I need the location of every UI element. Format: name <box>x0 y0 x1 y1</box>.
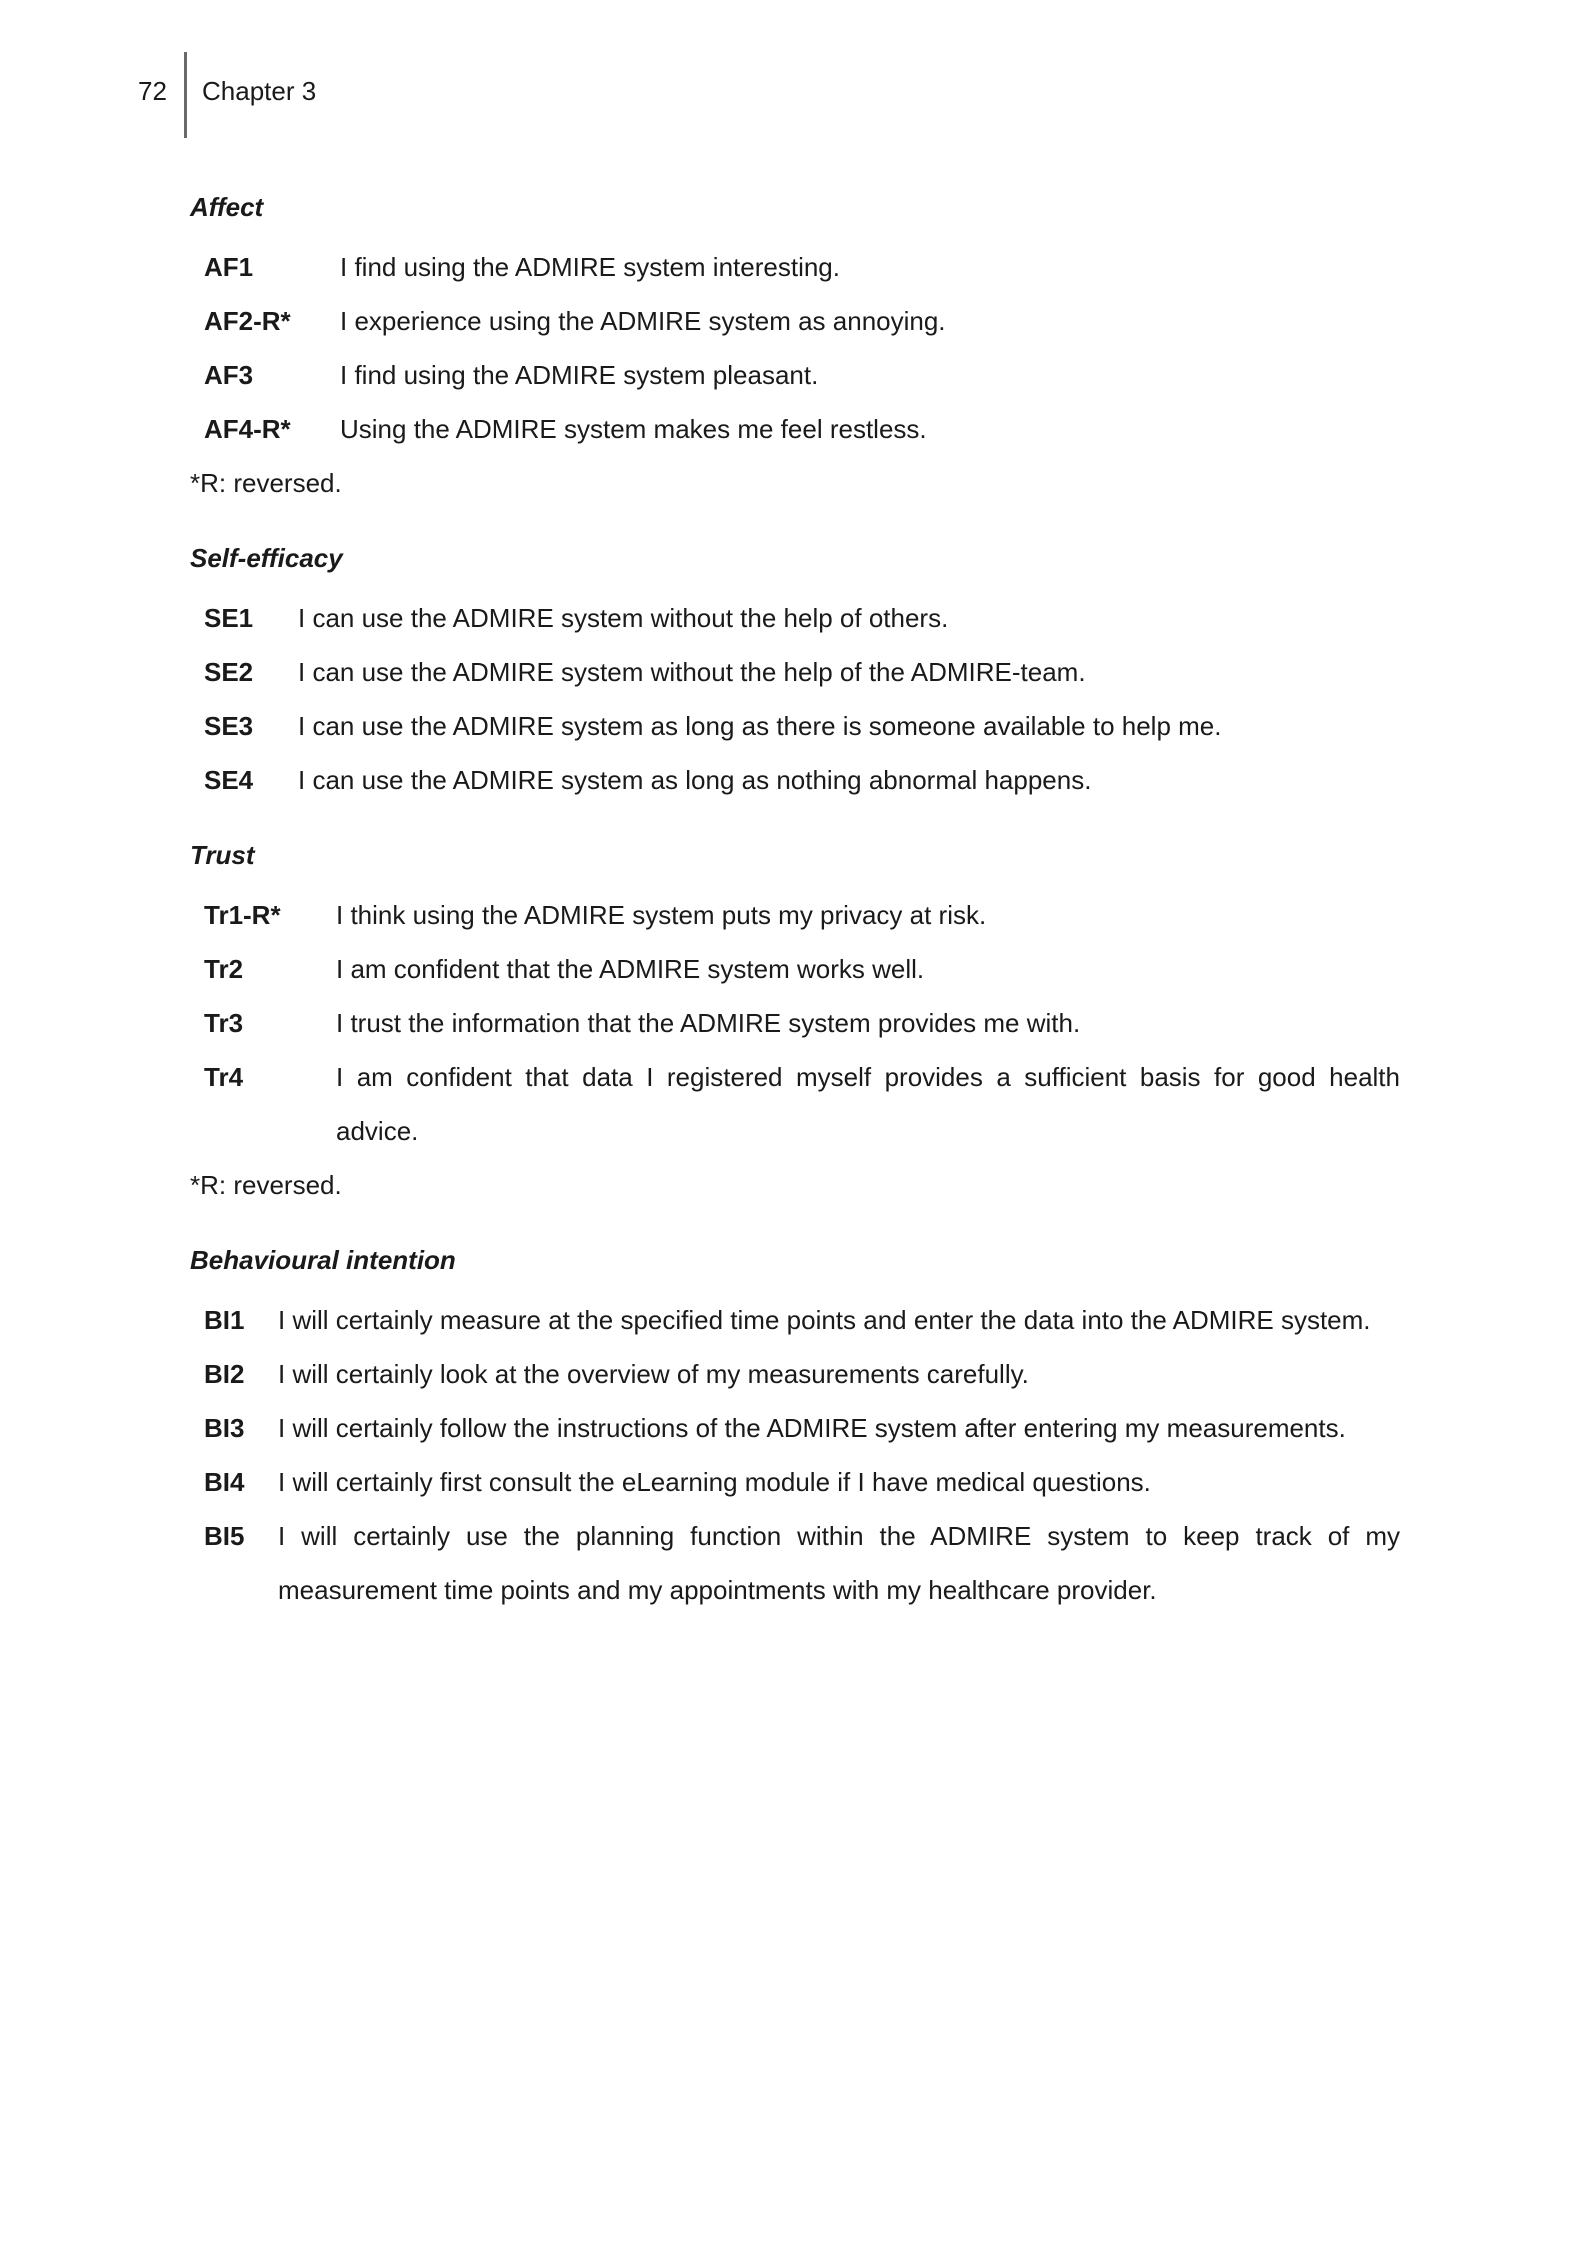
list-item <box>190 1401 1400 1455</box>
item-code: SE1 <box>204 603 254 633</box>
page-number: 72 <box>138 76 167 106</box>
item-text: I can use the ADMIRE system without the help of others. <box>298 603 949 633</box>
item-text: I think using the ADMIRE system puts my privacy at risk. <box>336 900 987 930</box>
section-title: Affect <box>190 192 264 222</box>
list-item <box>190 591 1400 645</box>
item-code: AF4-R* <box>204 414 291 444</box>
item-text: Using the ADMIRE system makes me feel restless. <box>340 414 927 444</box>
item-code: BI5 <box>204 1521 245 1551</box>
list-item <box>190 294 1400 348</box>
item-text: I will certainly measure at the specified time points and enter the data into the ADMIRE system. <box>278 1305 1371 1335</box>
section-behavioural-intention <box>190 1239 1400 1617</box>
section-trust <box>190 834 1400 1212</box>
section-title: Trust <box>190 840 255 870</box>
item-code: SE4 <box>204 765 254 795</box>
item-text: I can use the ADMIRE system as long as there is someone available to help me. <box>298 711 1222 741</box>
item-code: AF2-R* <box>204 306 291 336</box>
list-item <box>190 1455 1400 1509</box>
item-text: I can use the ADMIRE system as long as nothing abnormal happens. <box>298 765 1092 795</box>
list-item <box>190 888 1400 942</box>
item-text: I am confident that the ADMIRE system works well. <box>336 954 925 984</box>
list-item <box>190 699 1400 753</box>
section-title: Behavioural intention <box>190 1245 456 1275</box>
section-self-efficacy <box>190 537 1400 807</box>
item-text: I will certainly first consult the eLearning module if I have medical questions. <box>278 1467 1151 1497</box>
item-text: I find using the ADMIRE system pleasant. <box>340 360 819 390</box>
list-item <box>190 942 1400 996</box>
chapter-label: Chapter 3 <box>202 76 317 106</box>
section-affect <box>190 186 1400 510</box>
item-list <box>190 888 1400 1158</box>
list-item <box>190 348 1400 402</box>
list-item <box>190 240 1400 294</box>
item-code: AF1 <box>204 252 254 282</box>
list-item <box>190 402 1400 456</box>
item-code: SE3 <box>204 711 254 741</box>
item-list <box>190 591 1400 807</box>
page-content <box>190 186 1400 1617</box>
item-text: I can use the ADMIRE system without the help of the ADMIRE-team. <box>298 657 1086 687</box>
item-code: SE2 <box>204 657 254 687</box>
item-text: I will certainly look at the overview of my measurements carefully. <box>278 1359 1029 1389</box>
header-divider <box>184 52 187 138</box>
list-item <box>190 1293 1400 1347</box>
item-text: I trust the information that the ADMIRE system provides me with. <box>336 1008 1081 1038</box>
reversed-note: *R: reversed. <box>190 468 342 498</box>
item-code: Tr3 <box>204 1008 244 1038</box>
list-item <box>190 1509 1400 1617</box>
item-text: I experience using the ADMIRE system as annoying. <box>340 306 946 336</box>
item-code: BI2 <box>204 1359 245 1389</box>
item-code: BI3 <box>204 1413 245 1443</box>
item-text: I am confident that data I registered myself provides a sufficient basis for good health advice. <box>336 1062 1400 1146</box>
item-list <box>190 240 1400 456</box>
list-item <box>190 645 1400 699</box>
list-item <box>190 1347 1400 1401</box>
reversed-note: *R: reversed. <box>190 1170 342 1200</box>
list-item <box>190 753 1400 807</box>
item-text: I find using the ADMIRE system interesting. <box>340 252 840 282</box>
list-item <box>190 996 1400 1050</box>
item-code: Tr4 <box>204 1062 244 1092</box>
list-item <box>190 1050 1400 1158</box>
item-code: Tr1-R* <box>204 900 281 930</box>
section-title: Self-efficacy <box>190 543 343 573</box>
item-text: I will certainly follow the instructions of the ADMIRE system after entering my measurements. <box>278 1413 1346 1443</box>
item-code: BI4 <box>204 1467 245 1497</box>
item-code: BI1 <box>204 1305 245 1335</box>
item-list <box>190 1293 1400 1617</box>
item-text: I will certainly use the planning function within the ADMIRE system to keep track of my measurement time points and my appointments with my healthcare provider. <box>278 1521 1400 1605</box>
item-code: AF3 <box>204 360 254 390</box>
item-code: Tr2 <box>204 954 244 984</box>
